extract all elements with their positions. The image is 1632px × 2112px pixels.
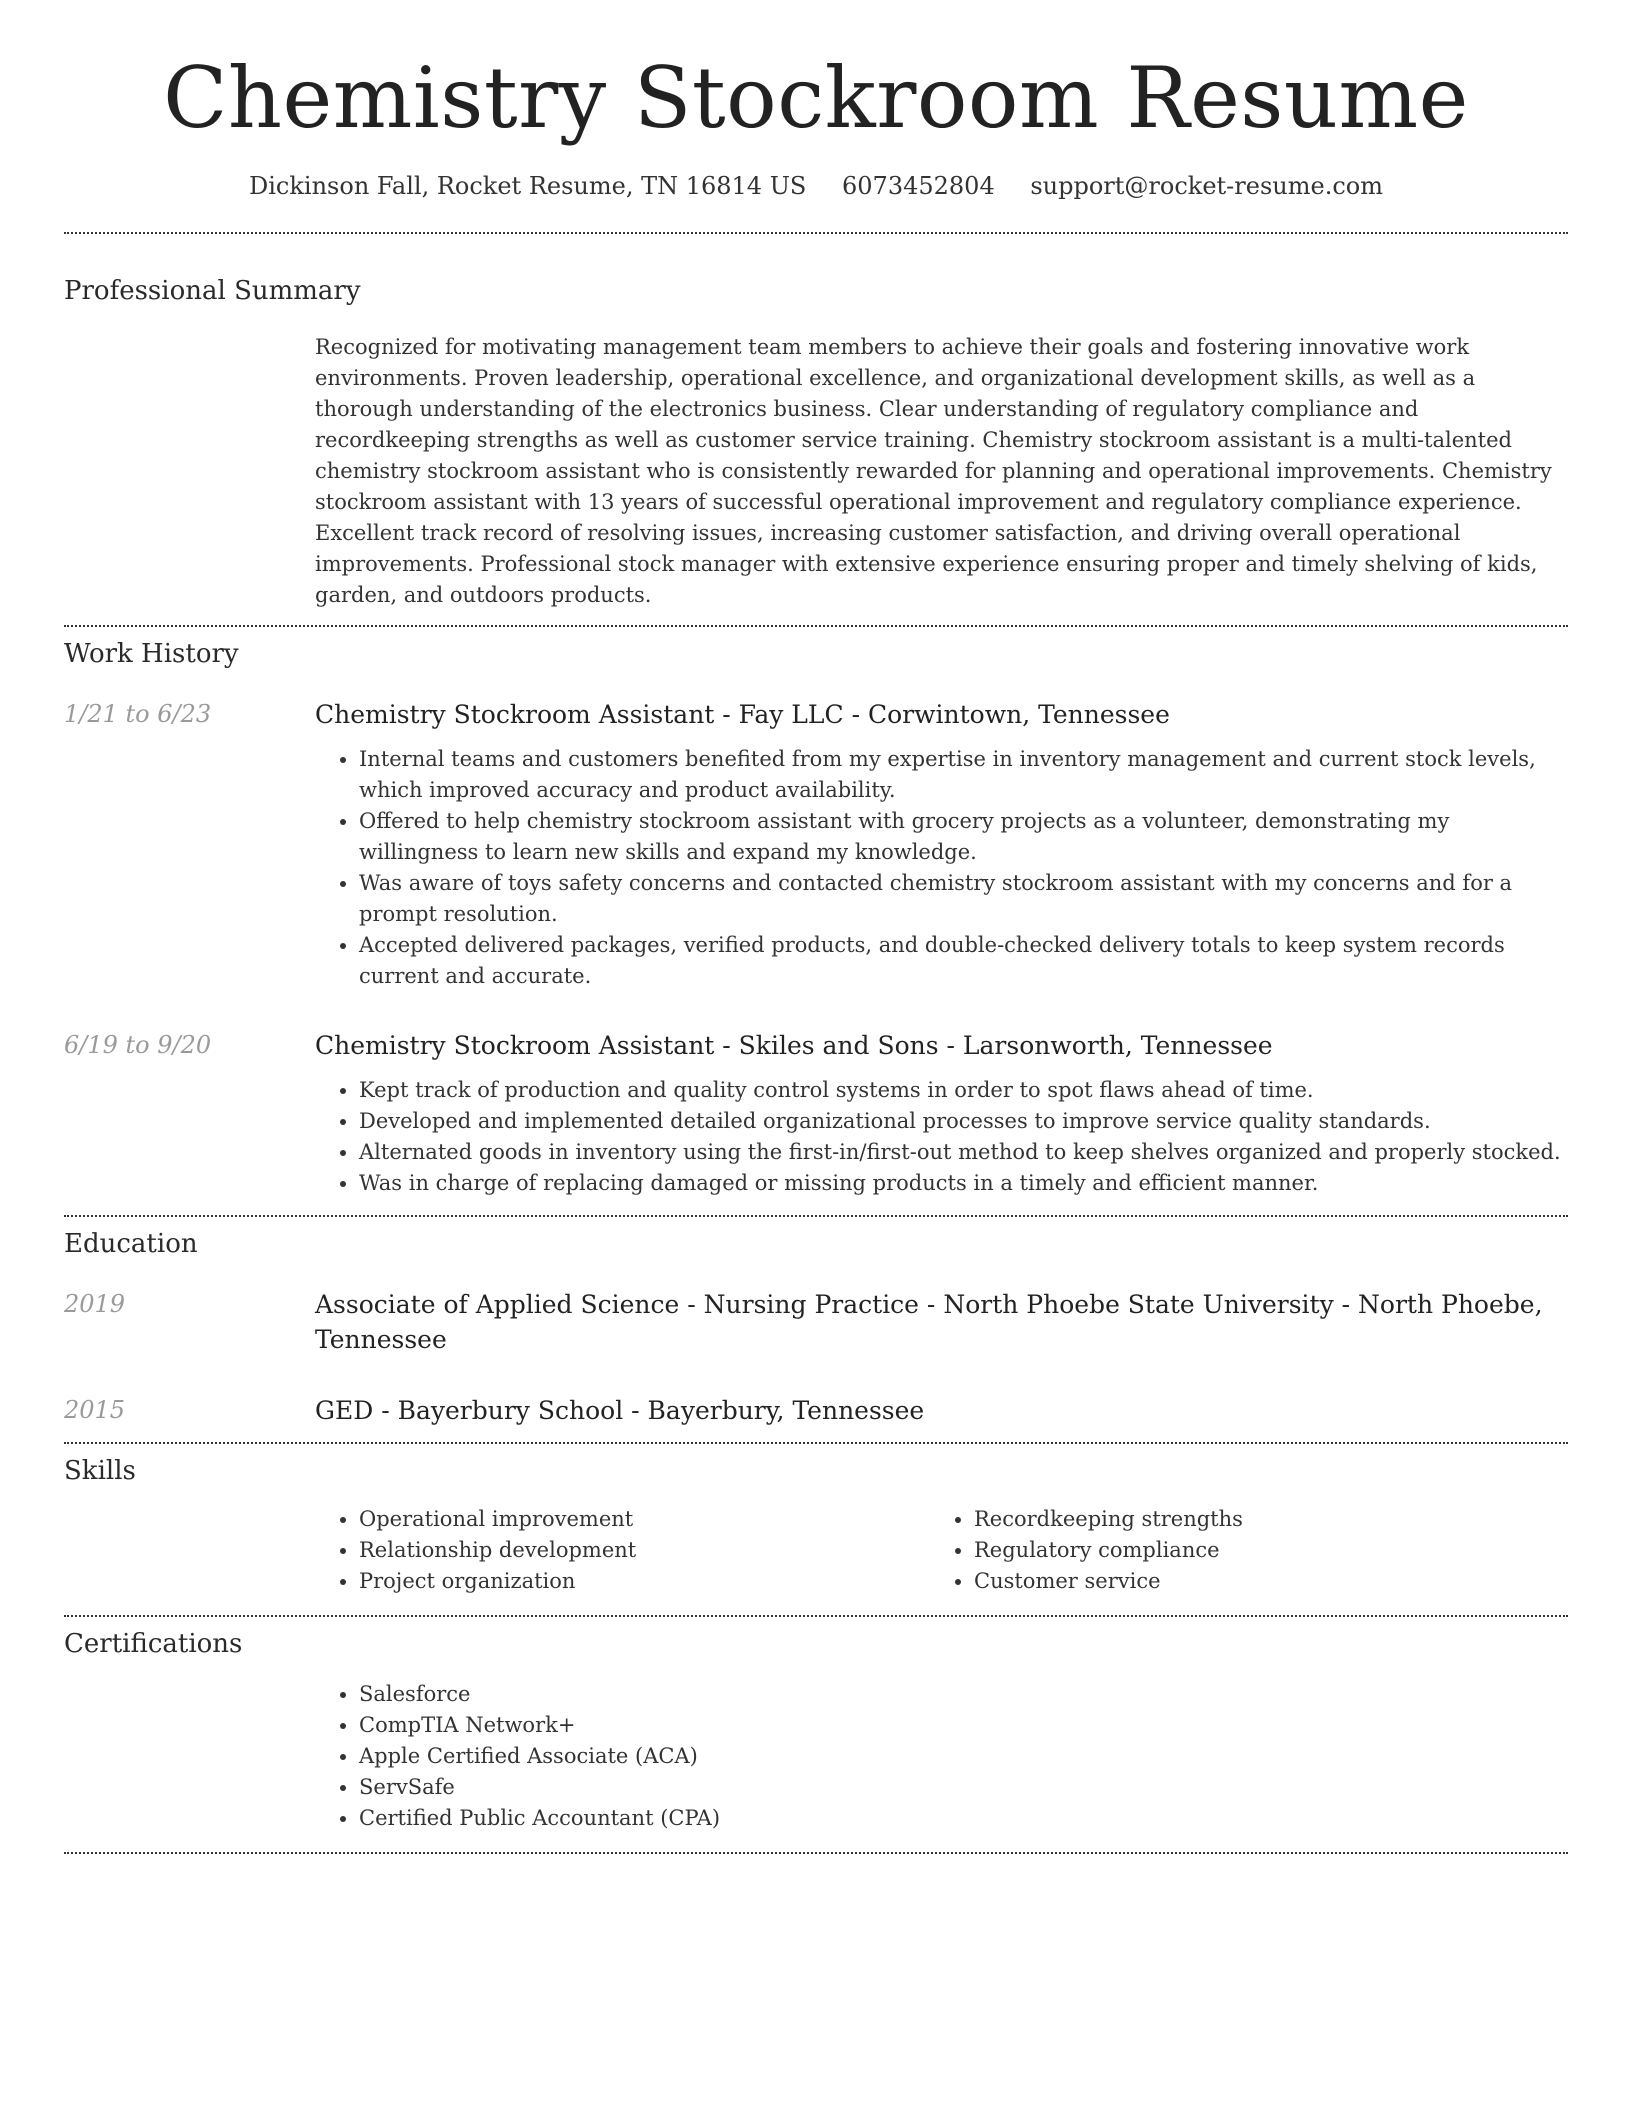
education-entry bbox=[64, 1393, 1568, 1428]
work-entry-bullets bbox=[315, 744, 1568, 992]
section-divider bbox=[64, 1215, 1568, 1217]
section-divider bbox=[64, 1852, 1568, 1854]
education-entry-body bbox=[315, 1287, 1568, 1357]
education-year: 2015 bbox=[64, 1396, 126, 1425]
work-bullet: • Internal teams and customers benefited from my expertise in inventory management and current stock levels, which improved accuracy and product availability. bbox=[359, 744, 1568, 806]
skill-item: • Regulatory compliance bbox=[974, 1535, 1545, 1566]
contact-line bbox=[64, 172, 1568, 200]
work-entry-heading: Chemistry Stockroom Assistant - Fay LLC - Corwintown, Tennessee bbox=[315, 700, 1170, 730]
certifications-bullets bbox=[315, 1679, 1568, 1834]
skill-item: • Project organization bbox=[359, 1566, 930, 1597]
certifications-list bbox=[315, 1679, 1568, 1834]
work-bullet: • Developed and implemented detailed organizational processes to improve service quality standards. bbox=[359, 1106, 1568, 1137]
summary-section-title: Professional Summary bbox=[64, 276, 361, 307]
skills-bullets bbox=[315, 1504, 930, 1597]
work-section-title: Work History bbox=[64, 639, 239, 670]
work-entry-bullets bbox=[315, 1075, 1568, 1199]
certification-item: • Apple Certified Associate (ACA) bbox=[359, 1741, 1568, 1772]
section-divider bbox=[64, 1442, 1568, 1444]
work-entry-dates: 6/19 to 9/20 bbox=[64, 1031, 212, 1060]
candidate-name: Chemistry Stockroom Resume bbox=[163, 49, 1469, 147]
work-entry-body bbox=[315, 697, 1568, 992]
education-heading: GED - Bayerbury School - Bayerbury, Tennessee bbox=[315, 1396, 925, 1426]
certification-item: • ServSafe bbox=[359, 1772, 1568, 1803]
contact-address: Dickinson Fall, Rocket Resume, TN 16814 US bbox=[249, 172, 807, 201]
section-divider bbox=[64, 625, 1568, 627]
work-entry-dates: 1/21 to 6/23 bbox=[64, 700, 212, 729]
section-divider bbox=[64, 1615, 1568, 1617]
work-entry bbox=[64, 1028, 1568, 1199]
resume-header bbox=[64, 0, 1568, 200]
work-bullet: • Accepted delivered packages, verified products, and double-checked delivery totals to keep system records current and accurate. bbox=[359, 930, 1568, 992]
contact-email: support@rocket-resume.com bbox=[1030, 172, 1383, 201]
skill-item: • Relationship development bbox=[359, 1535, 930, 1566]
work-bullet: • Offered to help chemistry stockroom assistant with grocery projects as a volunteer, demonstrating my willingness to learn new skills and expand my knowledge. bbox=[359, 806, 1568, 868]
certification-item: • Certified Public Accountant (CPA) bbox=[359, 1803, 1568, 1834]
section-divider bbox=[64, 232, 1568, 234]
education-entry-body bbox=[315, 1393, 1568, 1428]
skills-bullets bbox=[930, 1504, 1545, 1597]
work-bullet: • Kept track of production and quality control systems in order to spot flaws ahead of time. bbox=[359, 1075, 1568, 1106]
skill-item: • Customer service bbox=[974, 1566, 1545, 1597]
skill-item: • Operational improvement bbox=[359, 1504, 930, 1535]
work-bullet: • Was aware of toys safety concerns and contacted chemistry stockroom assistant with my concerns and for a prompt resolution. bbox=[359, 868, 1568, 930]
work-bullet: • Was in charge of replacing damaged or missing products in a timely and efficient manner. bbox=[359, 1168, 1568, 1199]
education-heading: Associate of Applied Science - Nursing Practice - North Phoebe State University - North Phoebe, Tennessee bbox=[315, 1290, 1543, 1355]
work-bullet: • Alternated goods in inventory using the first-in/first-out method to keep shelves organized and properly stocked. bbox=[359, 1137, 1568, 1168]
work-entry-body bbox=[315, 1028, 1568, 1199]
skills-section-title: Skills bbox=[64, 1456, 136, 1487]
skills-list bbox=[315, 1504, 1568, 1597]
certification-item: • CompTIA Network+ bbox=[359, 1710, 1568, 1741]
summary-text: Recognized for motivating management team members to achieve their goals and fostering innovative work environments. Proven leadership, operational excellence, and organizational development skills, as well as a thorough understanding of the electronics business. Clear understanding of regulatory compliance and recordkeeping strengths as well as customer service training. Chemistry stockroom assistant is a multi-talented chemistry stockroom assistant who is consistently rewarded for planning and operational improvements. Chemistry stockroom assistant with 13 years of successful operational improvement and regulatory compliance experience. Excellent track record of resolving issues, increasing customer satisfaction, and driving overall operational improvements. Professional stock manager with extensive experience ensuring proper and timely shelving of kids, garden, and outdoors products. bbox=[315, 335, 1552, 608]
skill-item: • Recordkeeping strengths bbox=[974, 1504, 1545, 1535]
skills-column-right bbox=[930, 1504, 1545, 1597]
certification-item: • Salesforce bbox=[359, 1679, 1568, 1710]
contact-phone: 6073452804 bbox=[842, 172, 995, 201]
work-entry-heading: Chemistry Stockroom Assistant - Skiles and Sons - Larsonworth, Tennessee bbox=[315, 1031, 1273, 1061]
work-entry bbox=[64, 697, 1568, 992]
skills-column-left bbox=[315, 1504, 930, 1597]
certifications-section-title: Certifications bbox=[64, 1629, 243, 1660]
education-entry bbox=[64, 1287, 1568, 1357]
education-year: 2019 bbox=[64, 1290, 126, 1319]
education-section-title: Education bbox=[64, 1229, 198, 1260]
